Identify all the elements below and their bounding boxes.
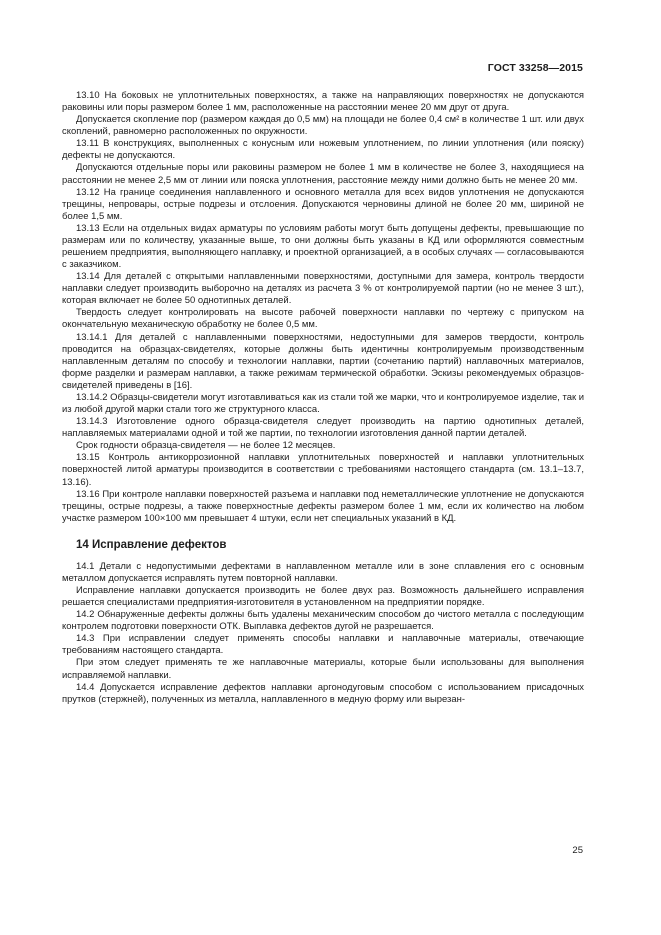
- paragraph-14-2: 14.2 Обнаруженные дефекты должны быть удалены механическим способом до чистого металла с последующим контролем подготовки поверхности ОТК. Выплавка дефектов дугой не разрешается.: [62, 609, 584, 633]
- paragraph-13-10-note: Допускается скопление пор (размером каждая до 0,5 мм) на площади не более 0,4 см² в количестве 1 шт. или двух скоплений, равномерно расположенных по окружности.: [62, 114, 584, 138]
- paragraph-13-13: 13.13 Если на отдельных видах арматуры по условиям работы могут быть допущены дефекты, превышающие по размерам или по количеству, указанные выше, то они должны быть указаны в КД или оформляются совместным решением предприятия, выполняющего наплавку, и проектной организацией, а в особых случаях — согласовываются с заказчиком.: [62, 222, 584, 271]
- paragraph-13-14-3: 13.14.3 Изготовление одного образца-свидетеля следует производить на партию однотипных деталей, наплавляемых материалами одной и той же партии, по технологии изготовления данной партии деталей.: [62, 416, 584, 440]
- paragraph-14-3-note: При этом следует применять те же наплавочные материалы, которые были использованы для выполнения исправляемой наплавки.: [62, 657, 584, 681]
- paragraph-13-14: 13.14 Для деталей с открытыми наплавленными поверхностями, доступными для замера, контроль твердости наплавки следует производить выборочно на деталях из расчета 3 % от контролируемой партии (но не менее 3 шт.), которая включает не более 50 однотипных деталей.: [62, 271, 584, 307]
- page-number: 25: [572, 845, 583, 856]
- paragraph-13-15: 13.15 Контроль антикоррозионной наплавки уплотнительных поверхностей и наплавки уплотнительных поверхностей литой арматуры производится в соответствии с требованиями настоящего стандарта (см. 13.1–13.7, 13.16).: [62, 452, 584, 488]
- paragraph-14-3: 14.3 При исправлении следует применять способы наплавки и наплавочные материалы, отвечающие требованиям настоящего стандарта.: [62, 633, 584, 657]
- paragraph-14-1-note: Исправление наплавки допускается производить не более двух раз. Возможность дальнейшего исправления решается специалистами предприятия-изготовителя в установленном на предприятии порядке.: [62, 584, 584, 609]
- paragraph-13-12: 13.12 На границе соединения наплавленного и основного металла для всех видов уплотнения не допускаются трещины, непровары, острые подрезы и отслоения. Допускаются черновины длиной не более 20 мм, шириной не более 1,5 мм.: [62, 186, 584, 222]
- paragraph-13-11: 13.11 В конструкциях, выполненных с конусным или ножевым уплотнением, по линии уплотнения (или пояску) дефекты не допускаются.: [62, 138, 584, 162]
- paragraph-13-14-note: Твердость следует контролировать на высоте рабочей поверхности наплавки по чертежу с припуском на окончательную механическую обработку не более 0,5 мм.: [62, 307, 584, 331]
- paragraph-13-11-note: Допускаются отдельные поры или раковины размером не более 1 мм в количестве не более 3, находящиеся на расстоянии не менее 2,5 мм от линии или пояска уплотнения, расстояние между ними должно быть не менее 20 мм.: [62, 162, 584, 186]
- paragraph-13-14-1: 13.14.1 Для деталей с наплавленными поверхностями, недоступными для замеров твердости, контроль проводится на образцах-свидетелях, которые должны быть идентичны контролируемым производственным наплавленным деталям по способу и технологии наплавки, партии (сочетанию партий) наплавочных материалов, форме разделки и размерам наплавки, а также режимам термической обработки. Эскизы рекомендуемых образцов-свидетелей приведены в [16].: [62, 331, 584, 391]
- document-standard-header: ГОСТ 33258—2015: [487, 62, 583, 74]
- paragraph-13-16: 13.16 При контроле наплавки поверхностей разъема и наплавки под неметаллические уплотнение не допускаются трещины, острые подрезы, а также поверхностные дефекты размером более 1 мм, если их количество на любом участке размером 100×100 мм превышает 4 штуки, если нет специальных указаний в КД.: [62, 488, 584, 524]
- section-14-heading: 14 Исправление дефектов: [76, 538, 227, 551]
- paragraph-13-14-3-note: Срок годности образца-свидетеля — не более 12 месяцев.: [76, 440, 336, 452]
- document-body: [62, 90, 584, 706]
- paragraph-14-4: 14.4 Допускается исправление дефектов наплавки аргонодуговым способом с использованием присадочных прутков (стержней), полученных из металла, наплавленного в медную форму или вырезан-: [62, 681, 584, 705]
- paragraph-13-14-2: 13.14.2 Образцы-свидетели могут изготавливаться как из стали той же марки, что и контролируемое изделие, так и из любой другой марки стали того же структурного класса.: [62, 391, 584, 416]
- paragraph-13-10: 13.10 На боковых не уплотнительных поверхностях, а также на направляющих поверхностях не допускаются раковины или поры размером более 1 мм, расположенные на расстоянии менее 20 мм друг от друга.: [62, 90, 584, 114]
- paragraph-14-1: 14.1 Детали с недопустимыми дефектами в наплавленном металле или в зоне сплавления его с основным металлом допускается исправлять путем повторной наплавки.: [62, 560, 584, 584]
